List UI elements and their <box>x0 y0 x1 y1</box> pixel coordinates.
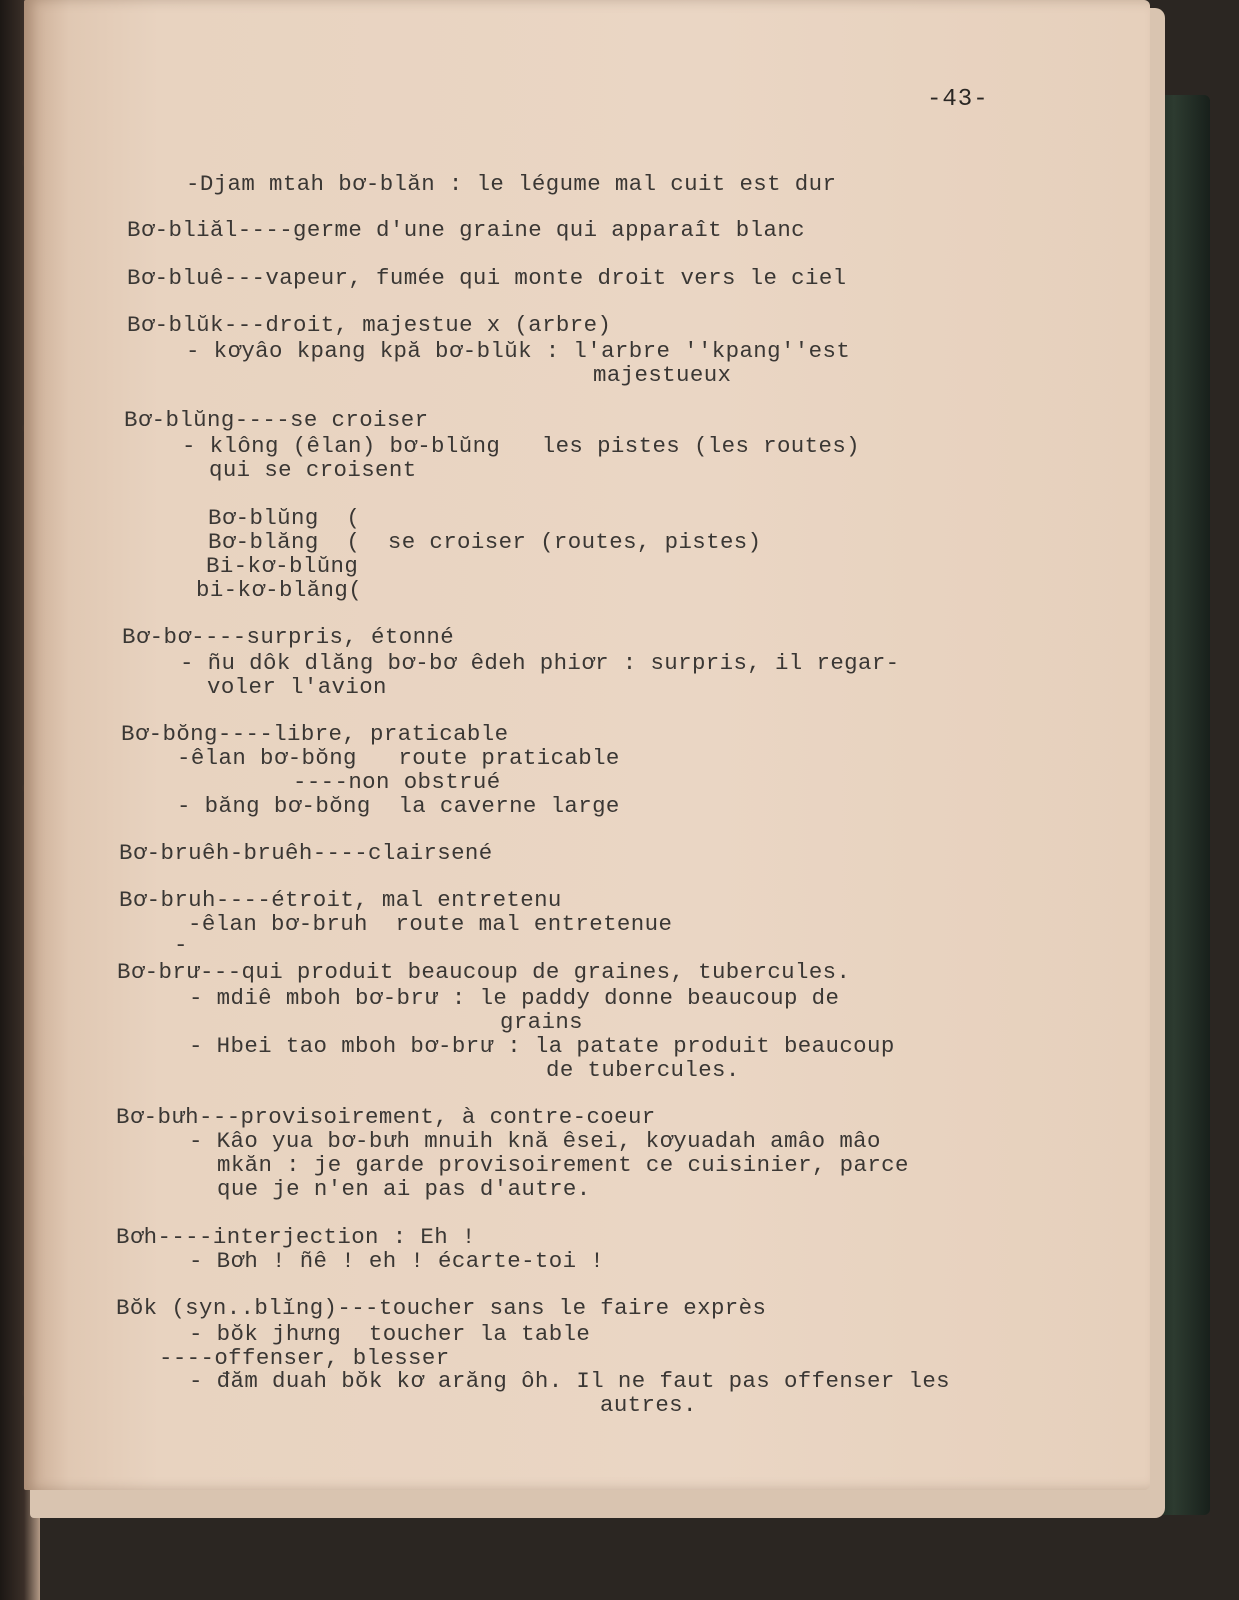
example-line: voler l'avion <box>207 674 387 700</box>
example-line: -êlan bơ-bruh route mal entretenue <box>188 911 673 937</box>
example-line: mkăn : je garde provisoirement ce cuisinier, parce <box>217 1152 909 1178</box>
example-line: - mdiê mboh bơ-brư : le paddy donne beaucoup de <box>189 985 840 1011</box>
example-line: - Hbei tao mboh bơ-brư : la patate produit beaucoup <box>189 1033 895 1059</box>
typewritten-page <box>24 0 1150 1490</box>
entry-headword-line: Bŏk (syn..blĭng)---toucher sans le faire exprès <box>116 1295 767 1321</box>
entry-headword-line: Bơ-blŭng----se croiser <box>124 407 429 433</box>
variant-line: Bơ-blăng ( se croiser (routes, pistes) <box>208 529 762 555</box>
example-line: - Kâo yua bơ-bưh mnuih knă êsei, kơyuadah amâo mâo <box>189 1128 881 1154</box>
entry-headword-line: Bơ-bruh----étroit, mal entretenu <box>119 887 562 913</box>
example-line: - kơyâo kpang kpă bơ-blŭk : l'arbre ''kpang''est <box>186 338 851 364</box>
entry-headword-line: Bơ-bŏng----libre, praticable <box>121 721 509 747</box>
example-line: - bŏk jhưng toucher la table <box>189 1321 591 1347</box>
example-line: qui se croisent <box>209 457 417 483</box>
example-line: -êlan bơ-bŏng route praticable <box>177 745 620 771</box>
variant-line: Bơ-blŭng ( <box>208 505 361 531</box>
example-line: que je n'en ai pas d'autre. <box>217 1176 591 1202</box>
example-line: - đăm duah bŏk kơ arăng ôh. Il ne faut pas offenser les <box>189 1368 951 1394</box>
example-line: - ñu dôk dlăng bơ-bơ êdeh phiơr : surpris, il regar- <box>180 650 900 676</box>
entry-headword-line: Bơ-bưh---provisoirement, à contre-coeur <box>116 1104 656 1130</box>
example-line: - Bơh ! ñê ! eh ! écarte-toi ! <box>189 1248 605 1274</box>
page-text <box>24 0 951 1418</box>
example-line: de tubercules. <box>546 1057 740 1083</box>
example-line: autres. <box>600 1392 697 1418</box>
example-line: grains <box>500 1009 584 1035</box>
entry-headword-line: Bơ-blŭk---droit, majestue x (arbre) <box>127 312 612 338</box>
variant-line: Bi-kơ-blŭng <box>206 553 359 579</box>
example-line: majestueux <box>593 362 732 388</box>
page-number: -43- <box>927 86 989 113</box>
variant-line: bi-kơ-blăng( <box>196 577 363 603</box>
entry-headword-line: Bơ-bơ----surpris, étonné <box>122 624 455 650</box>
example-line: ----non obstrué <box>293 769 501 795</box>
example-line: ----offenser, blesser <box>159 1345 450 1371</box>
example-line: - klông (êlan) bơ-blŭng les pistes (les routes) <box>182 433 860 459</box>
example-line: - băng bơ-bŏng la caverne large <box>177 793 620 819</box>
entry-headword-line: Bơ-brư---qui produit beaucoup de graines, tubercules. <box>117 959 851 985</box>
entry-headword-line: Bơ-bliăl----germe d'une graine qui apparaît blanc <box>127 217 805 243</box>
entry-headword-line: Bơ-bruêh-bruêh----clairsené <box>119 840 493 866</box>
entry-headword-line: Bơ-bluê---vapeur, fumée qui monte droit vers le ciel <box>127 265 847 291</box>
stray-mark: - <box>174 932 188 958</box>
entry-headword-line: Bơh----interjection : Eh ! <box>116 1224 476 1250</box>
text-line: -Djam mtah bơ-blăn : le légume mal cuit est dur <box>186 171 837 197</box>
